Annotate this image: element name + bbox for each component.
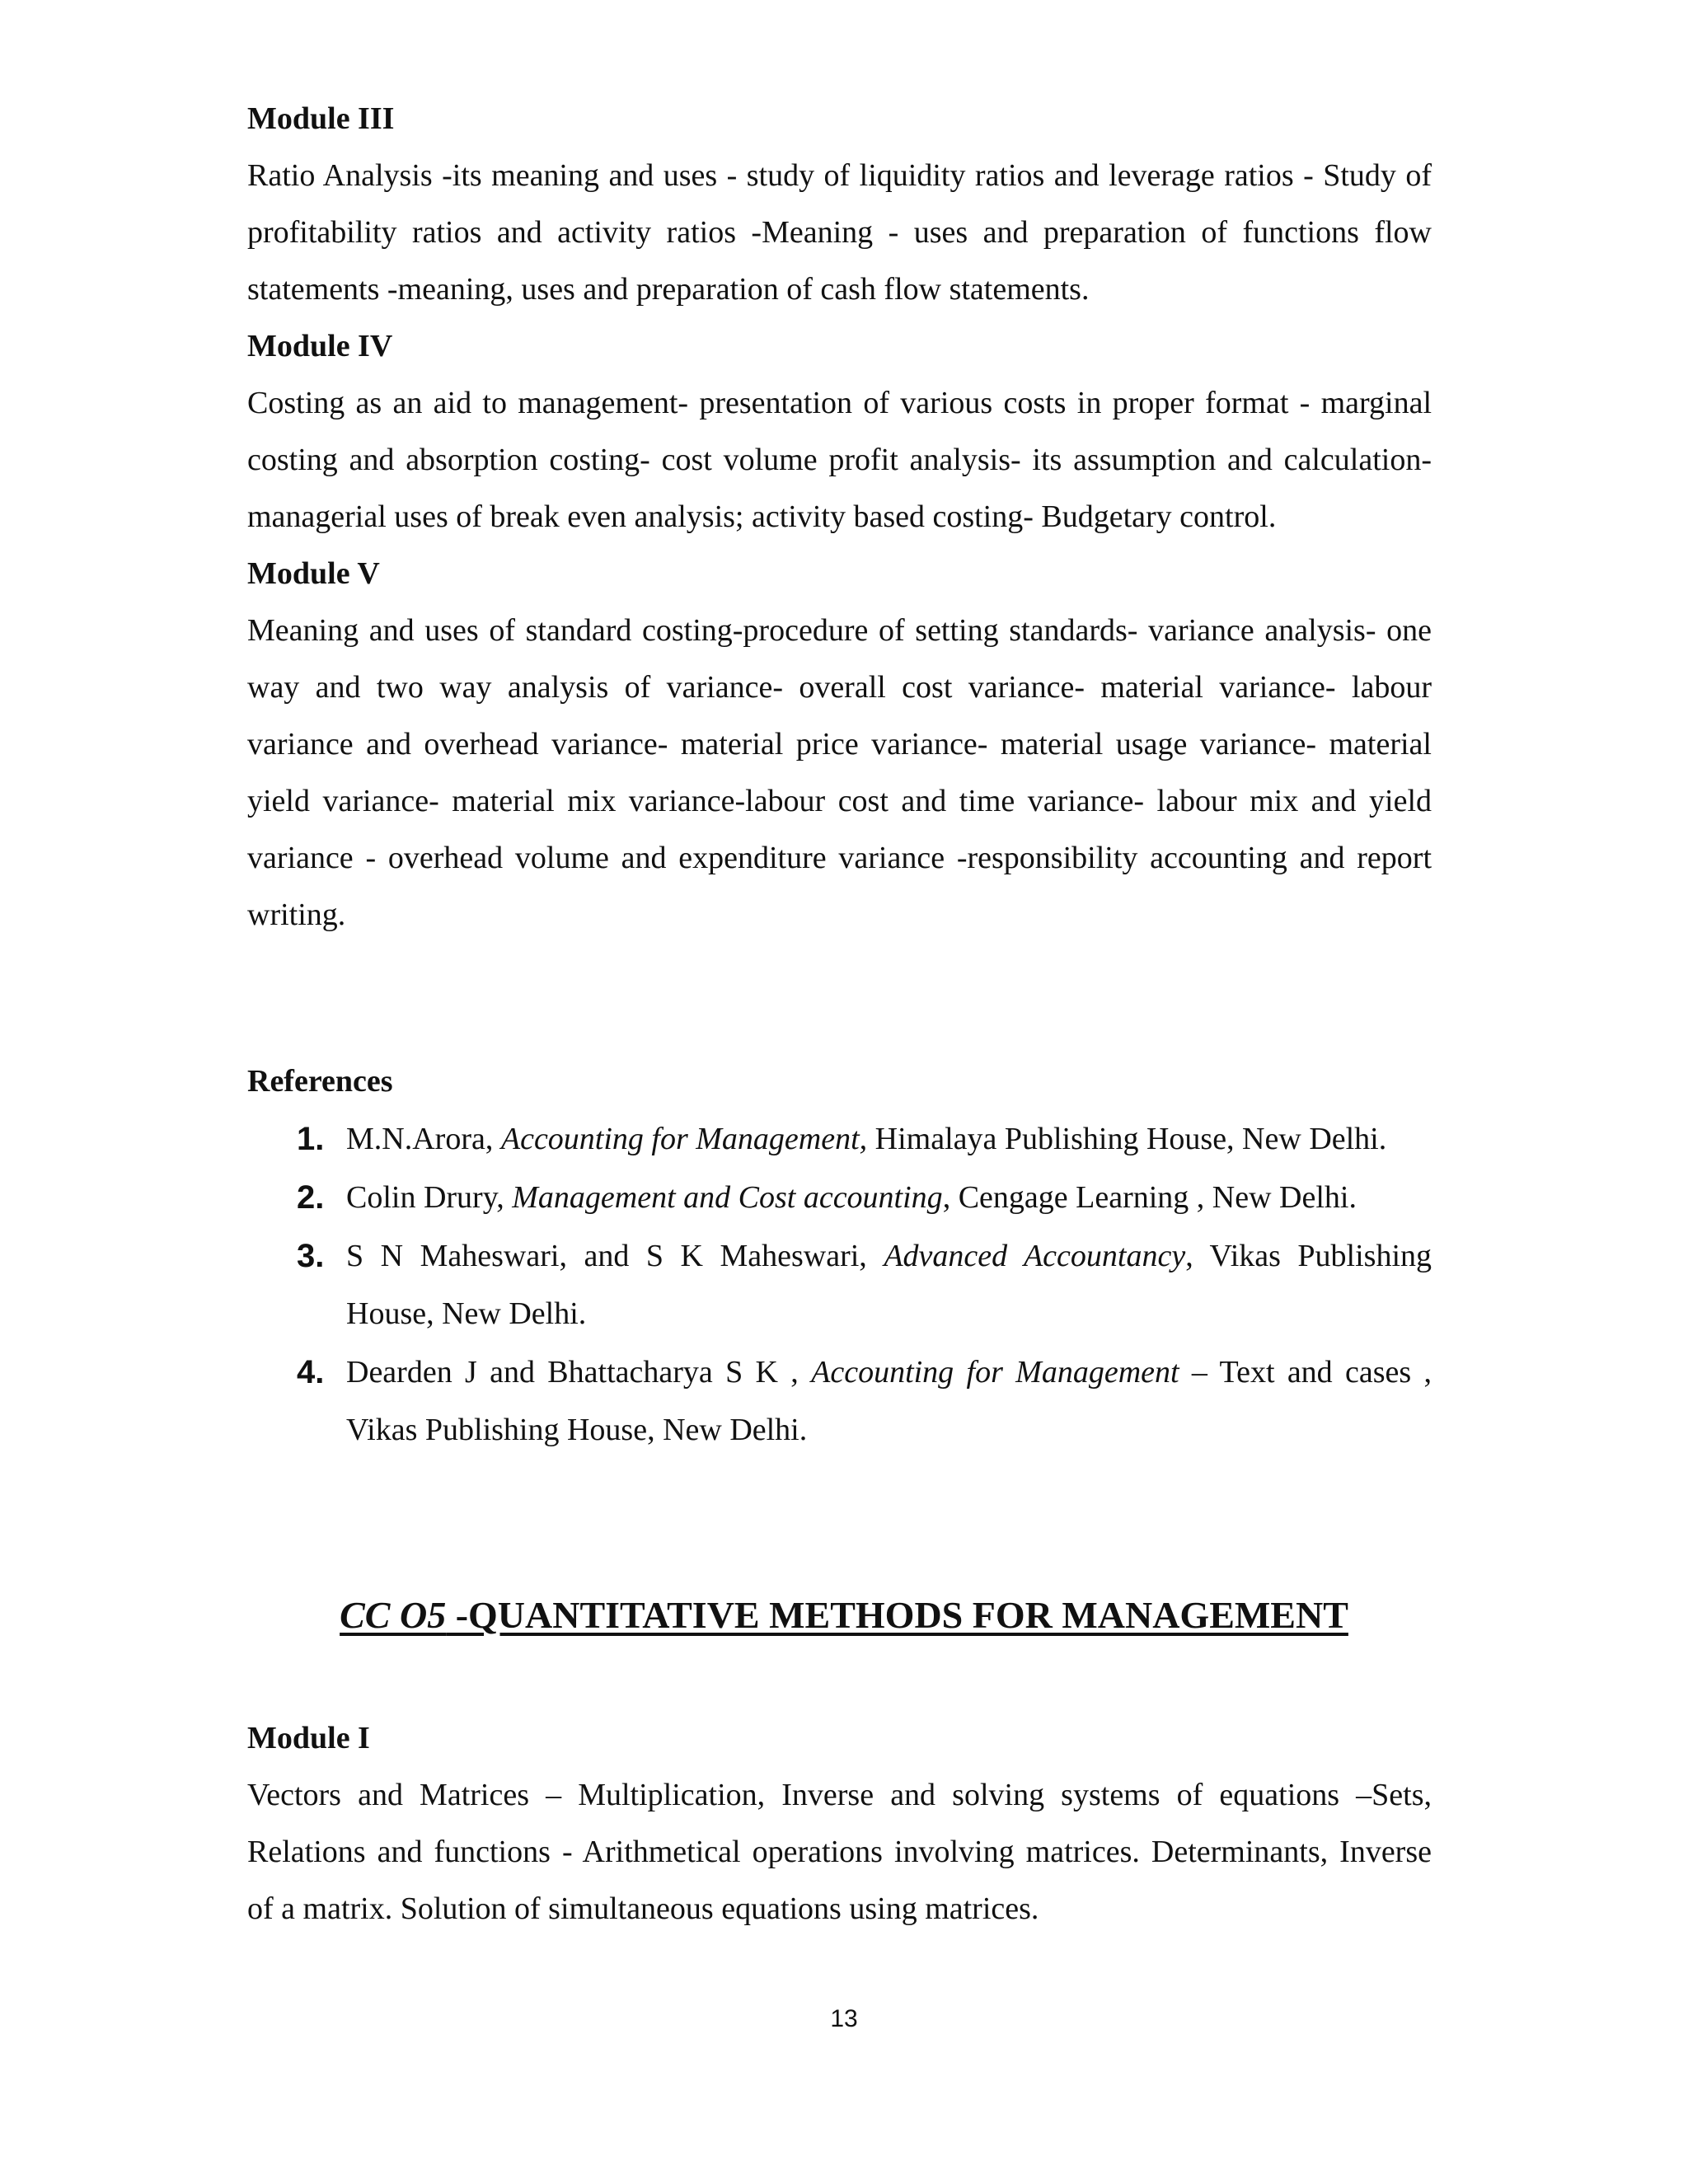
reference-title: Accounting for Management, <box>500 1122 868 1156</box>
module-iv-text: Costing as an aid to management- presentation of various costs in proper format - marginal costing and absorption costing- cost volume profit analysis- its assumption and calculation- managerial uses of break even analysis; activity based costing- Budgetary control. <box>247 386 1432 534</box>
reference-item <box>247 1343 1432 1459</box>
module-iii-text: Ratio Analysis -its meaning and uses - study of liquidity ratios and leverage ratios - Study of profitability ratios and activity ratios -Meaning - uses and preparation of functions flow statements -meaning, uses and preparation of cash flow statements. <box>247 158 1432 307</box>
module-i-block <box>247 1710 1432 1938</box>
reference-title: Accounting for Management <box>811 1355 1179 1390</box>
module-iii-heading: Module III <box>247 101 395 136</box>
reference-publisher: , Cengage Learning , New Delhi. <box>942 1180 1357 1215</box>
module-i-text: Vectors and Matrices – Multiplication, Inverse and solving systems of equations –Sets, Relations and functions - Arithmetical operations involving matrices. Determinants, Inverse of a matrix. Solution of simultaneous equations using matrices. <box>247 1778 1432 1926</box>
reference-number: 4. <box>297 1354 325 1390</box>
module-v-heading: Module V <box>247 556 380 591</box>
modules-block <box>247 91 1432 944</box>
reference-author: S N Maheswari, and S K Maheswari, <box>346 1239 884 1273</box>
reference-author: M.N.Arora, <box>346 1122 501 1156</box>
reference-title: Management and Cost accounting <box>512 1180 943 1215</box>
reference-author: Dearden J and Bhattacharya S K , <box>346 1355 812 1390</box>
page-number: 13 <box>830 2005 858 2032</box>
references-list <box>247 1110 1432 1459</box>
reference-number: 2. <box>297 1179 325 1216</box>
references-block <box>247 1053 1432 1460</box>
reference-publisher: , Vikas Publishing House, New Delhi. <box>346 1239 1432 1331</box>
reference-item <box>247 1169 1432 1226</box>
course-code: CC O5 <box>340 1594 447 1636</box>
reference-title: Advanced Accountancy <box>884 1239 1186 1273</box>
references-heading: References <box>247 1064 393 1099</box>
reference-publisher: Himalaya Publishing House, New Delhi. <box>867 1122 1387 1156</box>
reference-item <box>247 1110 1432 1168</box>
module-iv-heading: Module IV <box>247 329 393 363</box>
course-title <box>0 1591 1688 1640</box>
reference-author: Colin Drury, <box>346 1180 513 1215</box>
course-name: -QUANTITATIVE METHODS FOR MANAGEMENT <box>446 1594 1348 1636</box>
module-v-text: Meaning and uses of standard costing-procedure of setting standards- variance analysis- one way and two way analysis of variance- overall cost variance- material variance- labour variance and overhead variance- material price variance- material usage variance- material yield variance- material mix variance-labour cost and time variance- labour mix and yield variance - overhead volume and expenditure variance -responsibility accounting and report writing. <box>247 613 1432 932</box>
reference-number: 3. <box>297 1238 325 1274</box>
module-i-heading: Module I <box>247 1721 370 1755</box>
reference-number: 1. <box>297 1121 325 1157</box>
reference-item <box>247 1227 1432 1343</box>
reference-publisher: – Text and cases , Vikas Publishing House, New Delhi. <box>346 1355 1432 1447</box>
